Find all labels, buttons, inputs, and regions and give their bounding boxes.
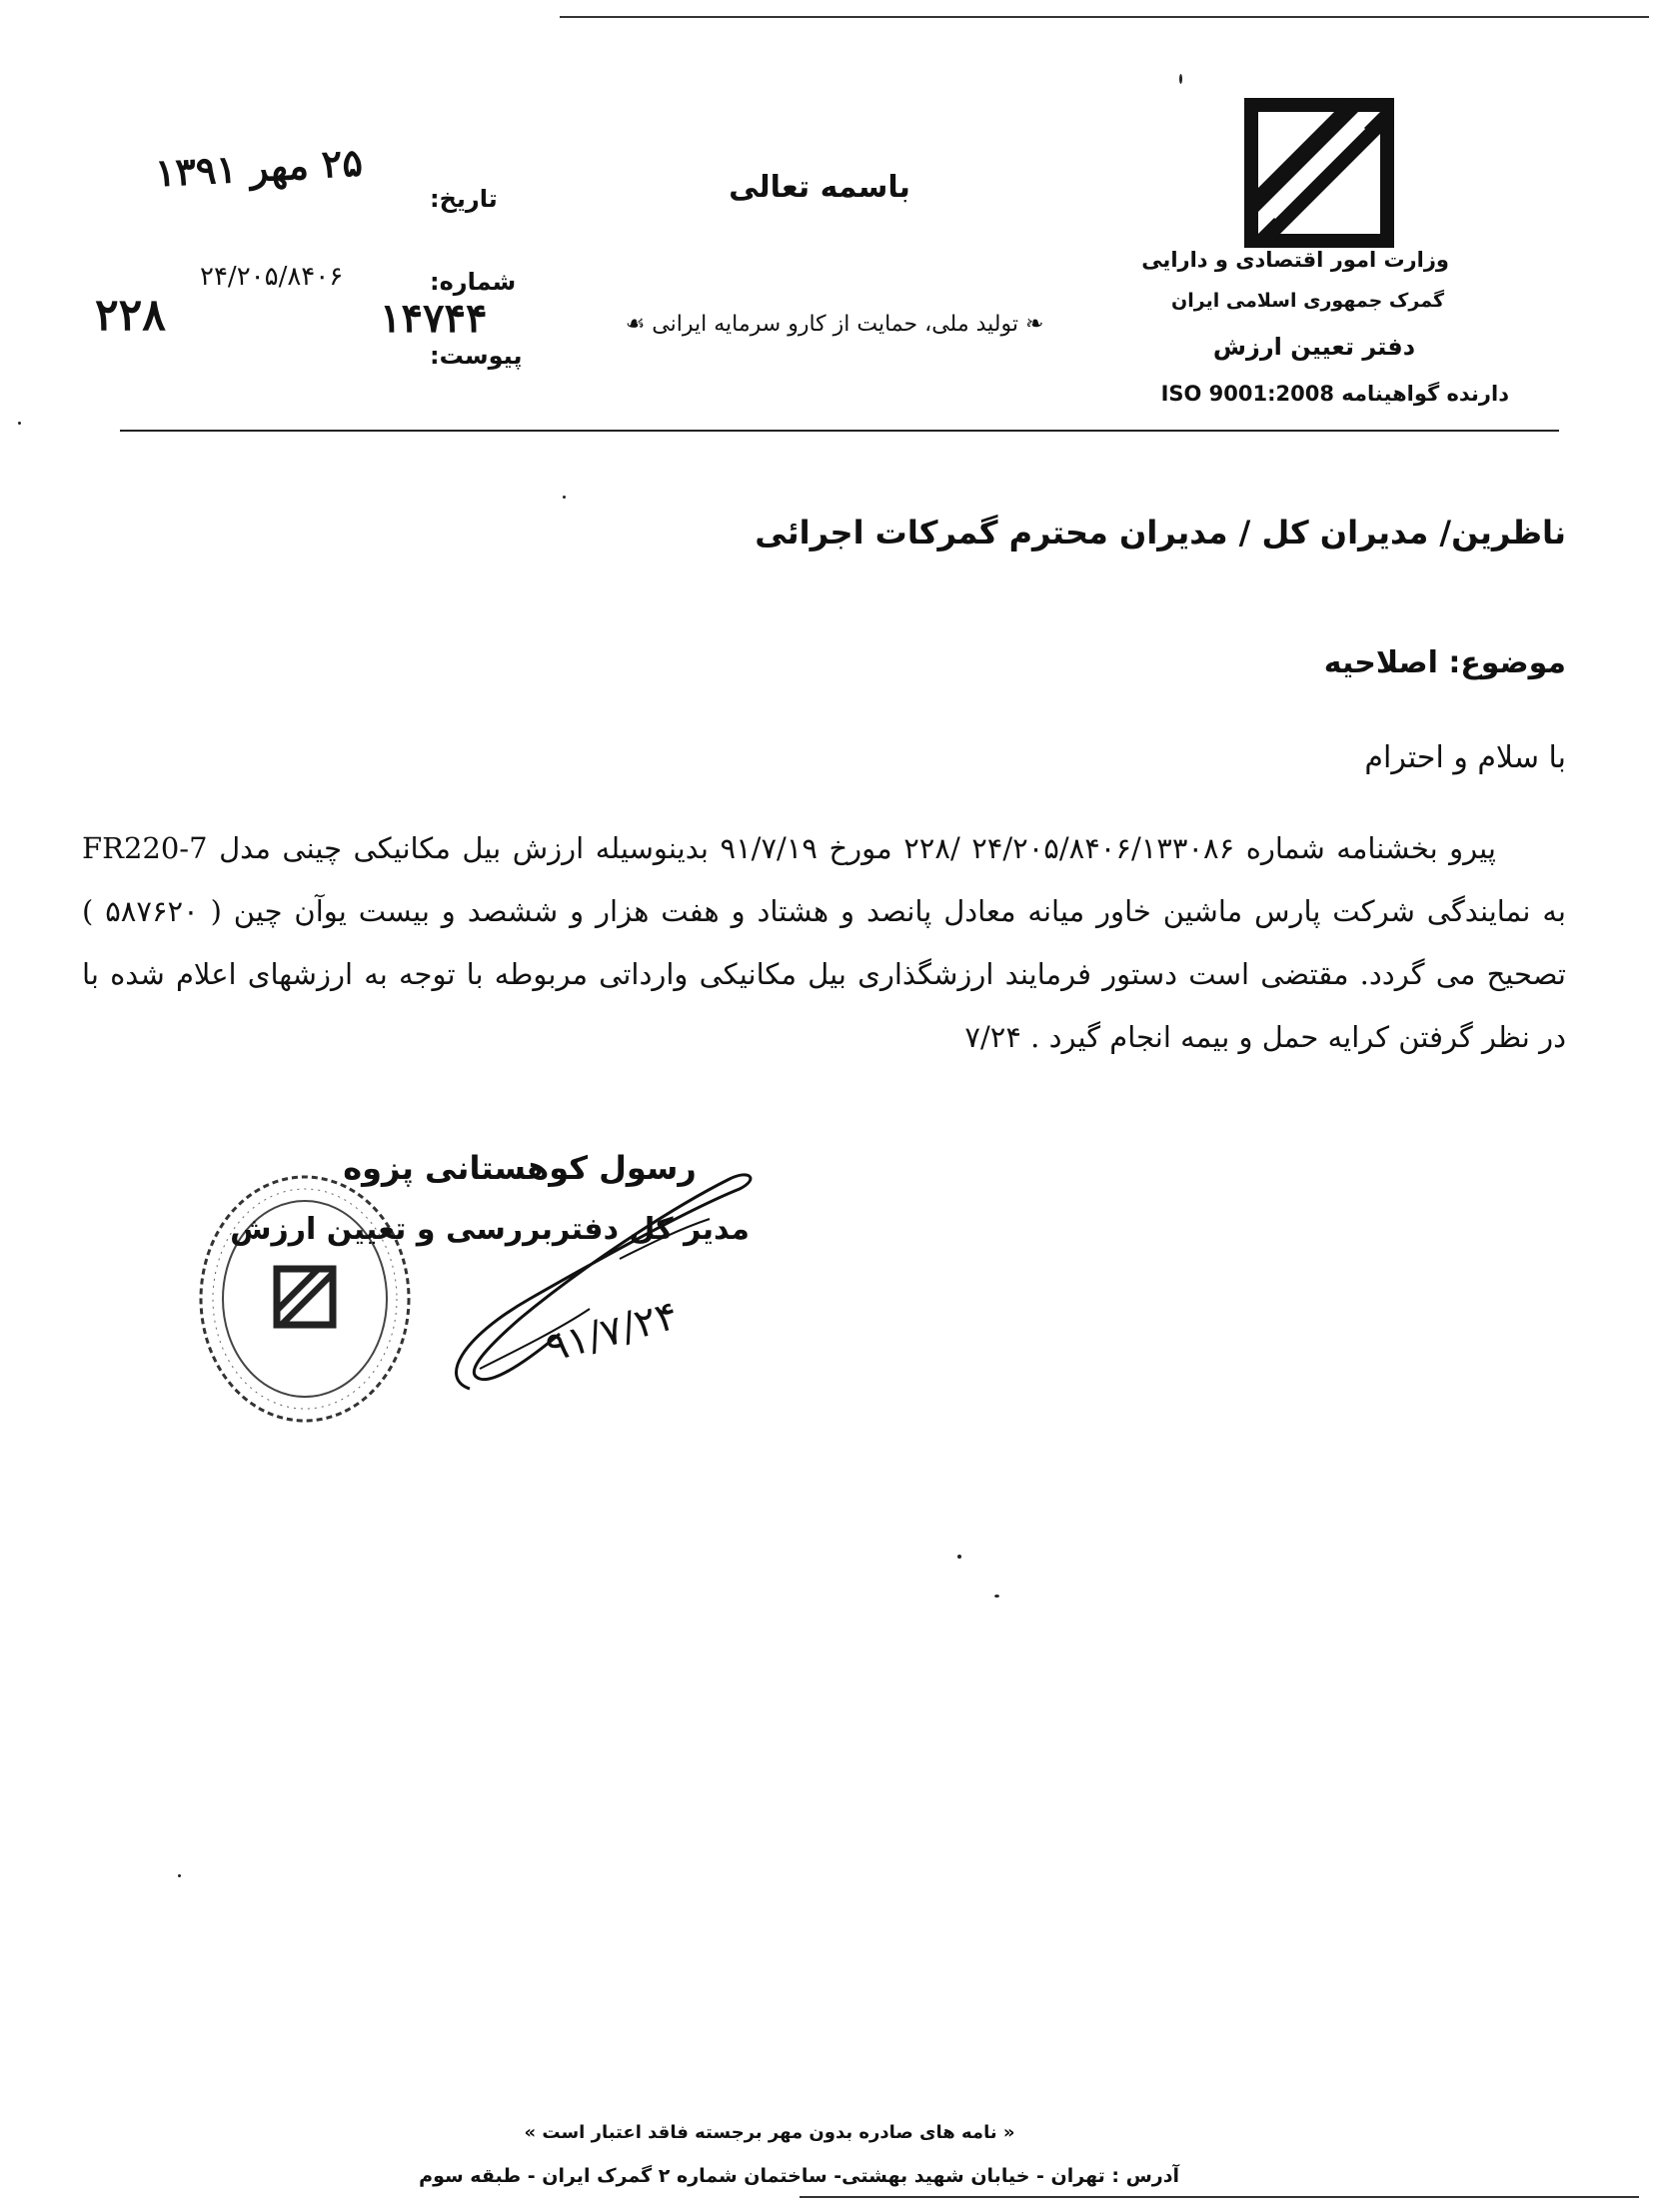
scan-speck [1179,74,1182,84]
signer-title: مدیر کل دفتربررسی و تعیین ارزش [230,1212,750,1247]
signature-date: ۹۱/۷/۲۴ [541,1292,684,1372]
scan-speck [18,422,21,425]
addressee-line: ناظرین/ مدیران کل / مدیران محترم گمرکات اجرائی [755,514,1566,552]
date-label: تاریخ: [430,185,498,213]
handwritten-date: ۲۵ مهر ۱۳۹۱ [153,139,364,196]
ministry-name: وزارت امور اقتصادی و دارایی [1141,248,1449,272]
letter-body: پیرو بخشنامه شماره ۲۴/۲۰۵/۸۴۰۶/۱۳۳۰۸۶ /۲۲۸ مورخ ۹۱/۷/۱۹ بدینوسیله ارزش بیل مکانیکی چینی مدل FR220-7 به نمایندگی شرکت پارس ماشین خاور میانه معادل پانصد و هشتاد و هفت هزار و ششصد و بیست یوآن چین ( ۵۸۷۶۲۰ ) تصحیح می گردد. مقتضی است دستور فرمایند ارزشگذاری بیل مکانیکی وارداتی مربوطه با توجه به ارزشهای اعلام شده با در نظر گرفتن کرایه حمل و بیمه انجام گیرد . ۷/۲۴ [82,831,1566,1054]
ornament-left-icon: ☙ [625,312,653,337]
subject-line: موضوع: اصلاحیه [1323,645,1566,680]
signer-name: رسول کوهستانی پزوه [343,1149,697,1187]
greeting: با سلام و احترام [1364,740,1566,775]
footer-validity-note: « نامه های صادره بدون مهر برجسته فاقد اعتبار است » [524,2122,1015,2143]
scan-speck [957,1555,961,1559]
iso-certification: دارنده گواهینامه ISO 9001:2008 [1160,382,1509,406]
attachment-label: پیوست: [430,342,523,370]
letter-number: ۲۴/۲۰۵/۸۴۰۶ [200,262,344,292]
handwritten-number: ۲۲۸ [95,290,166,341]
header-divider [120,430,1559,432]
scan-speck [178,1874,181,1877]
basmala-heading: باسمه تعالی [729,170,910,205]
handwritten-reference: ۱۴۷۴۴ [380,295,488,342]
ornament-right-icon: ❧ [1017,312,1044,337]
signature-scribble [440,1149,770,1409]
slogan-text: تولید ملی، حمایت از کارو سرمایه ایرانی [652,312,1018,337]
customs-logo [1244,98,1394,248]
footer-address: آدرس : تهران - خیابان شهید بهشتی- ساختمان شماره ۲ گمرک ایران - طبقه سوم [419,2165,1179,2187]
official-seal [195,1169,415,1429]
scan-speck [563,496,566,499]
bottom-scan-line [800,2196,1639,2198]
office-name: دفتر تعیین ارزش [1212,333,1416,361]
number-label: شماره: [430,268,517,296]
top-scan-line [560,16,1649,18]
customs-name: گمرک جمهوری اسلامی ایران [1171,290,1444,312]
scan-speck [994,1595,999,1598]
slogan [590,312,1079,337]
